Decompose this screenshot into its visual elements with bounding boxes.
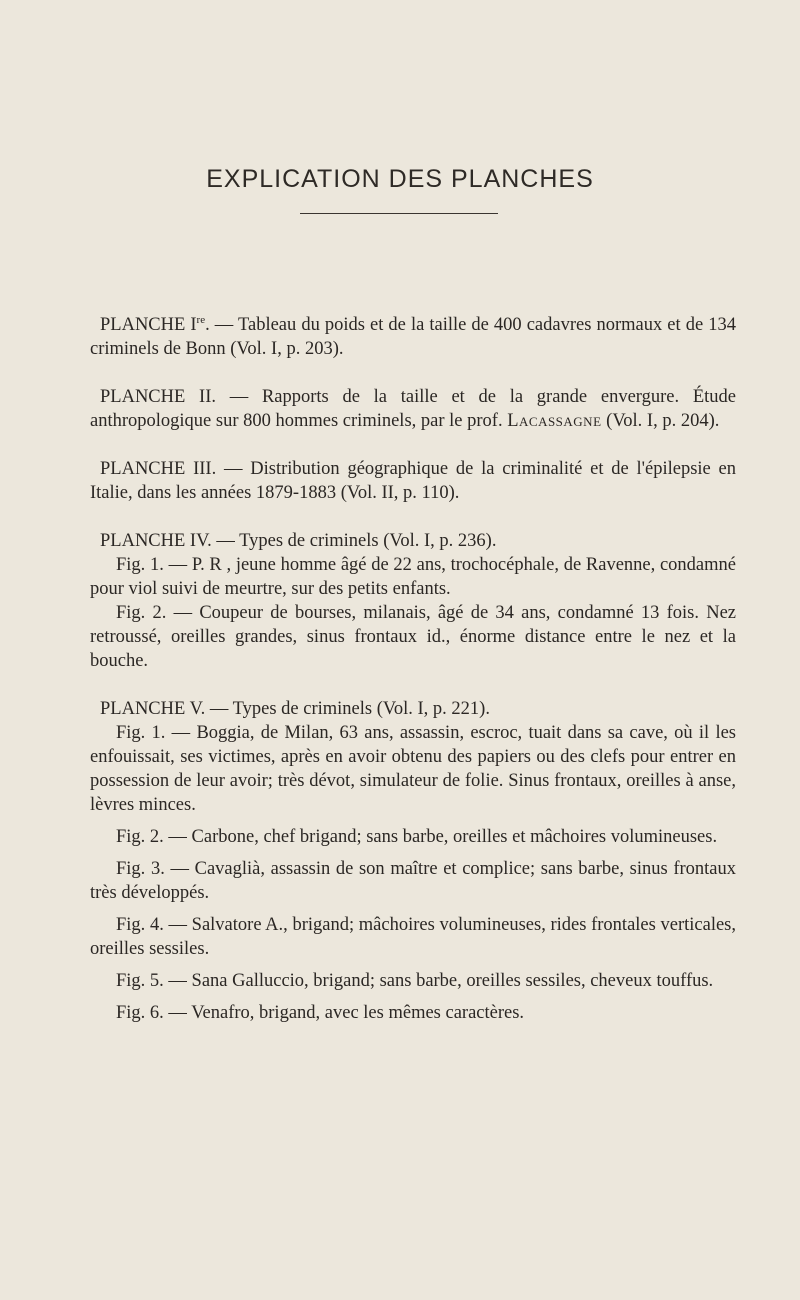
plate-4-fig-1: Fig. 1. — P. R , jeune homme âgé de 22 ans, trochocéphale, de Ravenne, condamné pour viol suivi de meurtre, sur des petits enfants. xyxy=(90,555,736,599)
plate-4-label: PLANCHE IV. xyxy=(100,531,212,551)
plate-1-entry xyxy=(90,313,736,361)
plate-1-text: . — Tableau du poids et de la taille de 400 cadavres normaux et de 134 criminels de Bonn (Vol. I, p. 203). xyxy=(90,315,736,359)
plate-1-label-sup: re xyxy=(196,313,206,326)
plate-3-text: — Distribution géographique de la criminalité et de l'épilepsie en Italie, dans les années 1879-1883 (Vol. II, p. 110). xyxy=(90,459,736,503)
plate-3-entry xyxy=(90,457,736,505)
page-title: EXPLICATION DES PLANCHES xyxy=(206,164,594,193)
plates-list xyxy=(90,313,736,1025)
plate-5-label: PLANCHE V. xyxy=(100,699,206,719)
plate-5-fig-2: Fig. 2. — Carbone, chef brigand; sans barbe, oreilles et mâchoires volumineuses. xyxy=(116,827,718,847)
plate-5-fig-3: Fig. 3. — Cavaglià, assassin de son maître et complice; sans barbe, sinus frontaux très développés. xyxy=(90,859,736,903)
plate-2-text-after: (Vol. I, p. 204). xyxy=(601,411,720,431)
title-divider xyxy=(300,213,498,214)
plate-5-fig-1: Fig. 1. — Boggia, de Milan, 63 ans, assassin, escroc, tuait dans sa cave, où il les enfouissait, ses victimes, après en avoir obtenu des papiers ou des clefs pour entrer en possession de leur avoir; très dévot, simulateur de folie. Sinus frontaux, oreilles à anse, lèvres minces. xyxy=(90,723,736,815)
plate-5-entry xyxy=(90,697,736,721)
plate-2-entry xyxy=(90,385,736,433)
plate-2-author: Lacassagne xyxy=(507,411,602,431)
plate-1-label: PLANCHE I xyxy=(100,315,197,335)
plate-5-fig-5: Fig. 5. — Sana Galluccio, brigand; sans barbe, oreilles sessiles, cheveux touffus. xyxy=(116,971,714,991)
plate-5-text: — Types de criminels (Vol. I, p. 221). xyxy=(205,699,490,719)
plate-5-fig-4: Fig. 4. — Salvatore A., brigand; mâchoires volumineuses, rides frontales verticales, oreilles sessiles. xyxy=(90,915,736,959)
plate-4-entry xyxy=(90,529,736,553)
plate-4-text: — Types de criminels (Vol. I, p. 236). xyxy=(211,531,497,551)
plate-3-label: PLANCHE III. xyxy=(100,459,217,479)
plate-2-label: PLANCHE II. xyxy=(100,387,216,407)
plate-2-text-before: — Rapports de la taille et de la grande envergure. Étude anthropologique sur 800 hommes criminels, par le prof. xyxy=(90,387,736,431)
plate-5-fig-6: Fig. 6. — Venafro, brigand, avec les mêmes caractères. xyxy=(116,1003,525,1023)
plate-4-fig-2: Fig. 2. — Coupeur de bourses, milanais, âgé de 34 ans, condamné 13 fois. Nez retroussé, oreilles grandes, sinus frontaux id., énorme distance entre le nez et la bouche. xyxy=(90,603,736,671)
